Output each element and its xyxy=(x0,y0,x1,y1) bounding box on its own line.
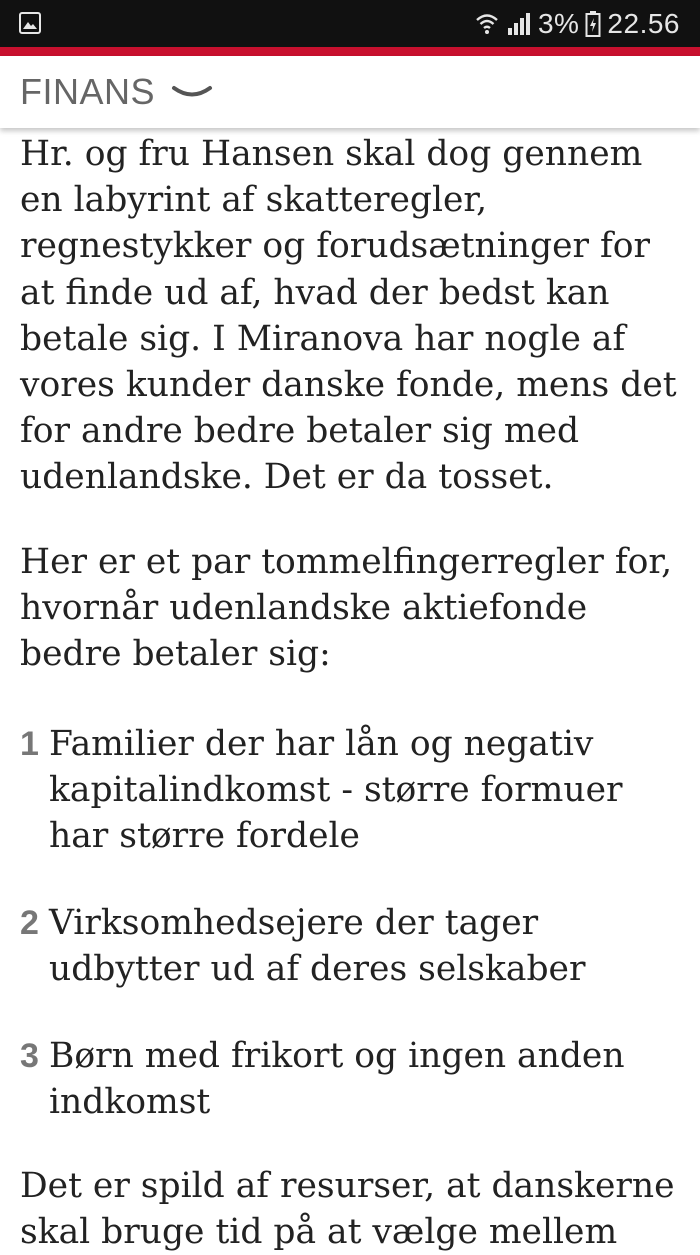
list-item-number: 3 xyxy=(20,1037,39,1075)
status-indicators xyxy=(474,0,680,47)
article-paragraph: Det er spild af resurser, at danskerne skal bruge tid på at vælge mellem xyxy=(20,1166,675,1253)
numbered-list-item xyxy=(20,721,690,860)
list-item-number: 2 xyxy=(20,904,39,942)
wifi-icon xyxy=(474,11,500,37)
article-paragraph: Hr. og fru Hansen skal dog gennem en labyrint af skatteregler, regnestykker og forudsætninger for at finde ud af, hvad der bedst kan betale sig. I Miranova har nogle af vores kunder danske fonde, mens det for andre bedre betaler sig med udenlandske. Det er da tosset. xyxy=(20,134,677,498)
list-item-text: Familier der har lån og negativ kapitalindkomst - større formuer har større fordele xyxy=(49,724,623,857)
list-item-text: Børn med frikort og ingen anden indkomst xyxy=(49,1036,625,1123)
section-title[interactable]: FINANS xyxy=(20,71,156,112)
battery-icon xyxy=(585,10,601,38)
battery-percent: 3% xyxy=(537,7,580,39)
accent-strip xyxy=(0,47,700,56)
numbered-list-item xyxy=(20,900,690,992)
status-bar xyxy=(0,0,700,47)
numbered-list-item xyxy=(20,1033,690,1125)
article-paragraph: Her er et par tommelfingerregler for, hvornår udenlandske aktiefonde bedre betaler sig: xyxy=(20,542,673,675)
list-item-text: Virksomhedsejere der tager udbytter ud af deres selskaber xyxy=(49,903,586,990)
clock: 22.56 xyxy=(607,7,680,39)
list-item-number: 1 xyxy=(20,725,39,763)
section-header[interactable] xyxy=(0,56,700,128)
signal-icon xyxy=(506,11,532,37)
gallery-icon xyxy=(18,11,42,35)
chevron-down-icon[interactable] xyxy=(171,83,213,105)
